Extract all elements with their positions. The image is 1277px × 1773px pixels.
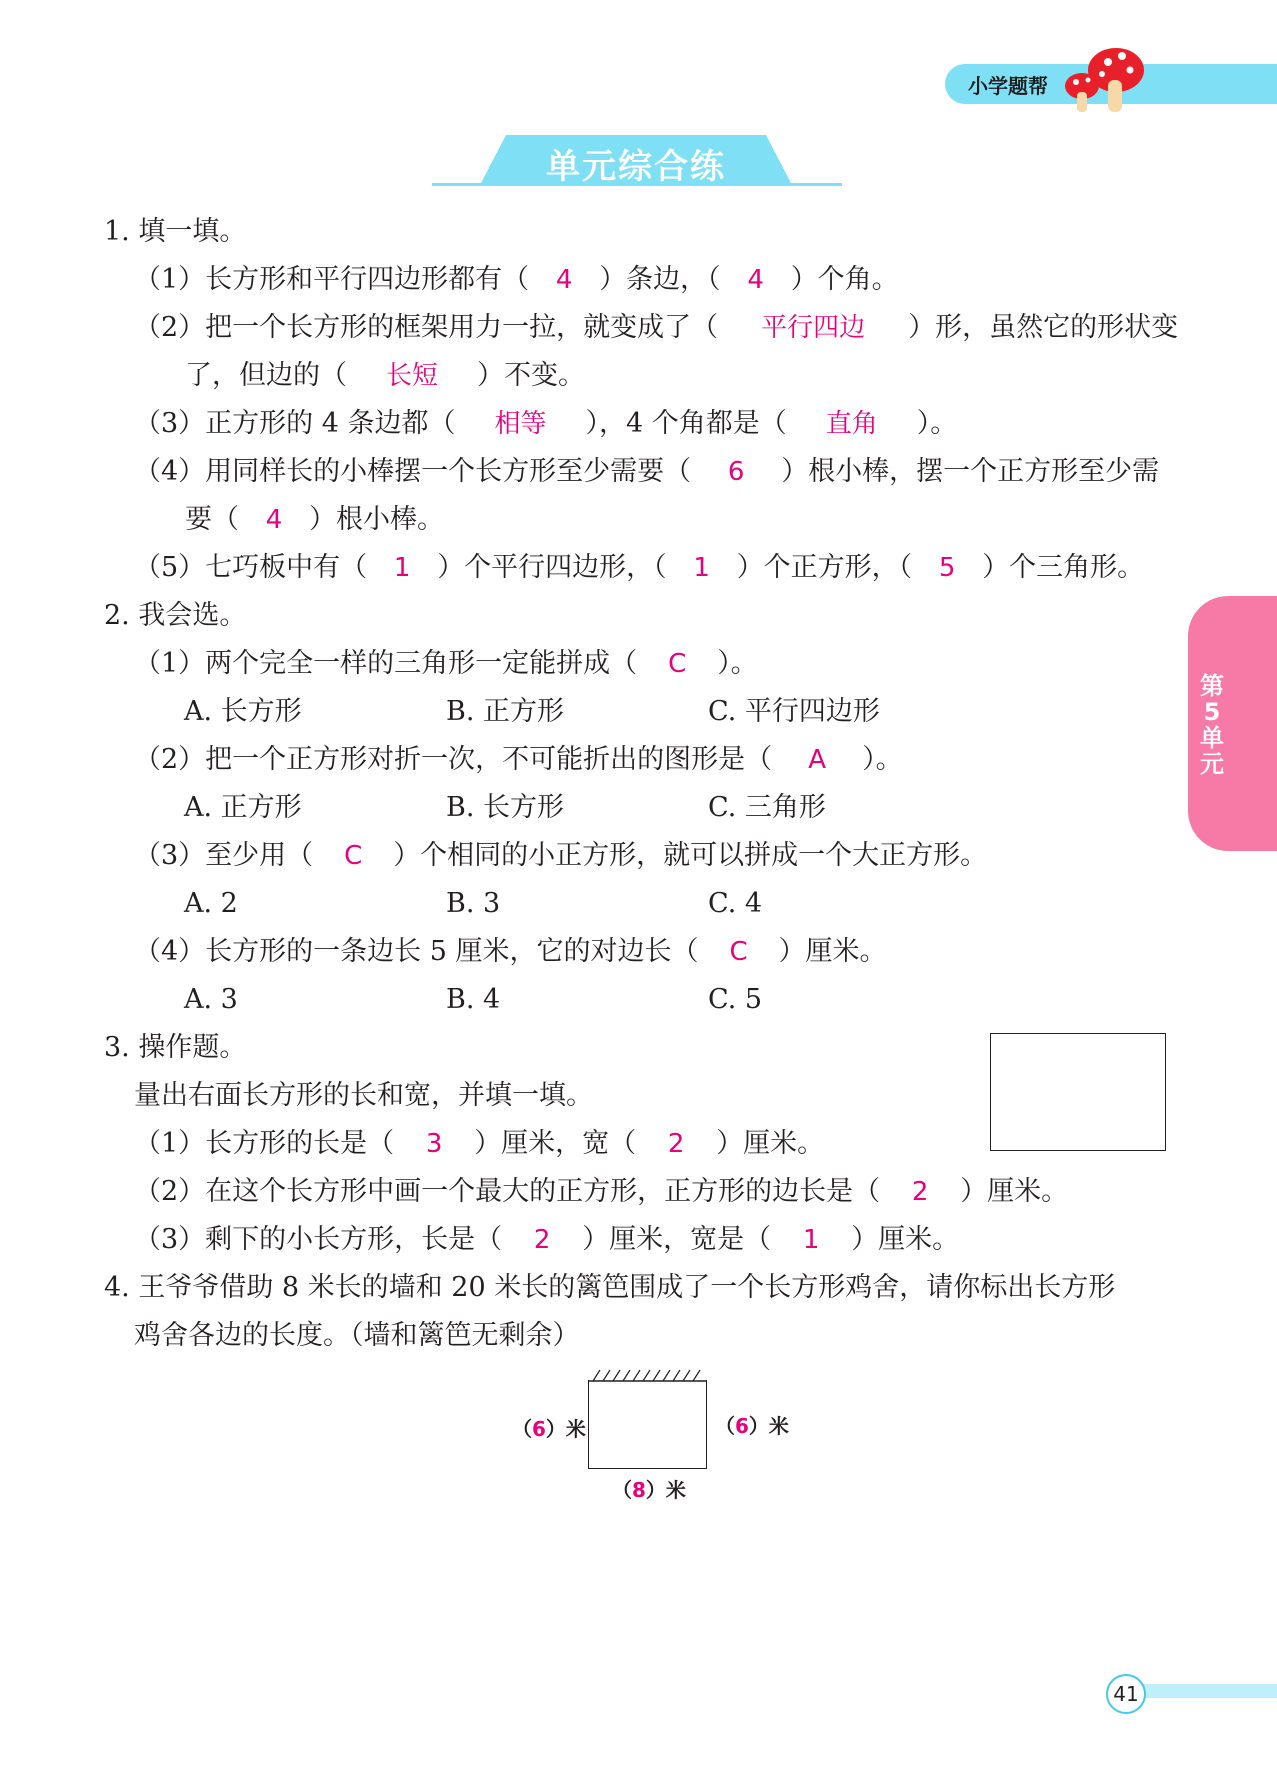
answer-blank: 6 [727, 457, 745, 487]
q3-item-1: （1）长方形的长是（ 3 ）厘米，宽（ 2 ）厘米。 [134, 1126, 824, 1162]
section-title [432, 135, 842, 187]
q2-item-4-option-b: B. 4 [446, 984, 501, 1015]
q2-item-1-option-c: C. 平行四边形 [708, 696, 880, 727]
q3-heading: 3. 操作题。 [104, 1032, 247, 1063]
q3-intro: 量出右面长方形的长和宽，并填一填。 [134, 1080, 593, 1111]
q3-item-2: （2）在这个长方形中画一个最大的正方形，正方形的边长是（ 2 ）厘米。 [134, 1174, 1068, 1210]
answer-blank: C [344, 841, 363, 871]
q1-item-2: （2）把一个长方形的框架用力一拉，就变成了（ 平行四边 ）形，虽然它的形状变 [134, 310, 1178, 346]
page-number: 41 [1106, 1674, 1146, 1714]
answer-blank: 1 [802, 1225, 820, 1255]
answer-blank: 4 [555, 265, 573, 295]
answer-blank: 3 [425, 1129, 443, 1159]
answer-blank: 1 [693, 553, 710, 583]
answer-blank: 5 [938, 553, 956, 583]
q2-item-1-option-a: A. 长方形 [184, 696, 302, 727]
brand-label: 小学题帮 [968, 74, 1048, 98]
answer-blank: 长短 [385, 361, 438, 391]
q2-item-1-option-b: B. 正方形 [446, 696, 565, 727]
q1-item-4: （4）用同样长的小棒摆一个长方形至少需要（ 6 ）根小棒，摆一个正方形至少需 [134, 454, 1159, 490]
answer-blank: 平行四边 [761, 313, 866, 343]
answer-blank: 4 [265, 505, 283, 535]
q1-item-1: （1）长方形和平行四边形都有（ 4 ）条边，（ 4 ）个角。 [134, 262, 899, 298]
q2-item-2-option-a: A. 正方形 [184, 792, 302, 823]
q1-item-3: （3）正方形的 4 条边都（ 相等 ），4 个角都是（ 直角 ）。 [134, 406, 957, 442]
q4-line-1: 4. 王爷爷借助 8 米长的墙和 20 米长的篱笆围成了一个长方形鸡舍，请你标出长方形 [104, 1272, 1116, 1303]
q2-item-4: （4）长方形的一条边长 5 厘米，它的对边长（ C ）厘米。 [134, 934, 887, 970]
coop-left-side-label: （6）米 [512, 1417, 586, 1441]
answer-blank: 2 [667, 1129, 685, 1159]
answer-blank: A [808, 745, 827, 775]
q2-item-2-option-b: B. 长方形 [446, 792, 565, 823]
q1-item-4-cont: 要（ 4 ）根小棒。 [185, 502, 444, 538]
measure-rectangle [990, 1033, 1166, 1151]
title-text: 单元综合练 [546, 147, 726, 187]
answer-blank: 直角 [825, 409, 878, 439]
q1-heading: 1. 填一填。 [104, 216, 247, 247]
q2-item-3: （3）至少用（ C ）个相同的小正方形，就可以拼成一个大正方形。 [134, 838, 987, 874]
answer-blank: 相等 [494, 409, 547, 439]
answer-blank: 1 [393, 553, 411, 583]
answer-blank: 2 [533, 1225, 551, 1255]
page-number-bar [1130, 1684, 1277, 1698]
q2-item-3-option-c: C. 4 [708, 888, 763, 919]
q2-item-4-option-c: C. 5 [708, 984, 763, 1015]
q2-item-1: （1）两个完全一样的三角形一定能拼成（ C ）。 [134, 646, 758, 682]
q4-line-2: 鸡舍各边的长度。（墙和篱笆无剩余） [134, 1320, 580, 1351]
coop-right-side-label: （6）米 [715, 1414, 789, 1438]
unit-side-tab-label: 第 5 单 元 [1200, 672, 1224, 778]
answer-blank: C [729, 937, 748, 967]
q1-item-5: （5）七巧板中有（ 1 ）个平行四边形，（ 1 ）个正方形，（ 5 ）个三角形。 [134, 550, 1144, 586]
mushroom-icon [1058, 44, 1148, 116]
coop-bottom-side-label: （8）米 [612, 1478, 686, 1502]
q2-item-3-option-a: A. 2 [184, 888, 238, 919]
q2-item-3-option-b: B. 3 [446, 888, 501, 919]
answer-blank: C [668, 649, 687, 679]
q2-item-2-option-c: C. 三角形 [708, 792, 826, 823]
answer-blank: 4 [747, 265, 764, 295]
q2-item-4-option-a: A. 3 [184, 984, 238, 1015]
coop-rectangle [588, 1380, 707, 1469]
q2-item-2: （2）把一个正方形对折一次，不可能折出的图形是（ A ）。 [134, 742, 903, 778]
q1-item-2-cont: 了，但边的（ 长短 ）不变。 [185, 358, 585, 394]
answer-blank: 2 [911, 1177, 929, 1207]
q3-item-3: （3）剩下的小长方形，长是（ 2 ）厘米，宽是（ 1 ）厘米。 [134, 1222, 959, 1258]
q2-heading: 2. 我会选。 [104, 600, 247, 631]
